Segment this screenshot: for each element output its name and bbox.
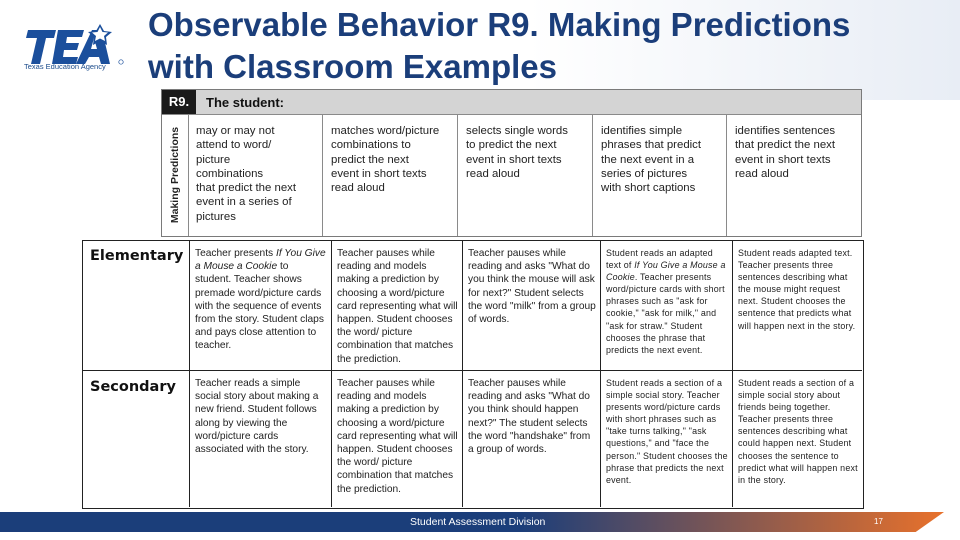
image-header-bar bbox=[162, 90, 861, 115]
behavior-text-line: may or may not bbox=[196, 125, 275, 137]
page-title bbox=[148, 4, 938, 88]
behavior-text-line: event in short texts bbox=[331, 167, 427, 180]
table-cell: Teacher pauses while reading and models making a prediction by choosing a word/picture card representing what will happen. Student chooses the word/ picture combination that matches the prediction. bbox=[331, 241, 462, 371]
behavior-text-line: picture bbox=[196, 153, 231, 166]
footer-label: Student Assessment Division bbox=[410, 516, 546, 528]
side-label-text: Making Predictions bbox=[169, 126, 181, 224]
table-cell bbox=[600, 241, 732, 371]
behavior-text-line: matches word/picture bbox=[331, 125, 440, 137]
behavior-text-line: identifies sentences bbox=[735, 125, 836, 137]
behavior-text-line: series of pictures bbox=[601, 167, 688, 180]
cell-text: to student. Teacher shows premade word/picture cards with the sequence of events from the story. Student claps and pays close attention to teacher. bbox=[195, 261, 324, 352]
behavior-text-line: that predict the next bbox=[735, 139, 836, 152]
table-cell: Teacher pauses while reading and asks "What do you think the mouse will ask for next?" Student selects the word "milk" from a group of words. bbox=[462, 241, 600, 371]
page-number: 17 bbox=[874, 517, 883, 526]
behavior-text-line: event in short texts bbox=[466, 153, 562, 166]
table-cell bbox=[189, 241, 331, 371]
side-label bbox=[162, 114, 189, 236]
behavior-text-line: selects single words bbox=[466, 125, 568, 137]
behavior-text-line: read aloud bbox=[466, 167, 520, 180]
behavior-text-line: read aloud bbox=[331, 182, 385, 195]
behavior-text-line: combinations to bbox=[331, 139, 411, 152]
behavior-level-2 bbox=[323, 114, 458, 236]
cell-text: . Teacher presents word/picture cards with short phrases such as "ask for cookie," "ask for milk," and "ask for straw." Student chooses the phrase that predicts the next event. bbox=[606, 272, 725, 355]
behavior-text-line: pictures bbox=[196, 210, 236, 223]
behavior-text-line: attend to word/ bbox=[196, 139, 272, 152]
behavior-level-4 bbox=[593, 114, 727, 236]
behavior-text-line: the next event in a bbox=[601, 153, 695, 166]
row-label: Secondary bbox=[90, 379, 176, 395]
behavior-text-line: with short captions bbox=[601, 182, 696, 195]
title-line-1: Observable Behavior R9. Making Predictions bbox=[148, 6, 851, 43]
behavior-text-line: event in a series of bbox=[196, 196, 292, 209]
behavior-text-line: event in short texts bbox=[735, 153, 831, 166]
table-cell: Teacher pauses while reading and asks "What do you think should happen next?" The student selects the word "handshake" from a group of words. bbox=[462, 371, 600, 507]
logo-caption: Texas Education Agency bbox=[24, 62, 106, 71]
behavior-code: R9. bbox=[162, 90, 196, 114]
behavior-level-3 bbox=[458, 114, 593, 236]
table-cell: Student reads a section of a simple social story. Teacher presents word/picture cards with short phrases such as "take turns talking," "ask questions," and "face the person." Student chooses the phrase that predicts the next event. bbox=[600, 371, 732, 507]
book-title: If You Give a Mouse a Cookie bbox=[195, 248, 326, 273]
table-row-secondary bbox=[83, 371, 862, 507]
cell-text: Student reads an adapted text of bbox=[606, 248, 713, 271]
examples-table bbox=[82, 240, 864, 509]
cell-text: Teacher presents bbox=[195, 248, 276, 259]
behavior-text-line: phrases that predict bbox=[601, 139, 702, 152]
table-row-elementary bbox=[83, 241, 862, 371]
behavior-text-line: combinations bbox=[196, 167, 264, 180]
behavior-text-line: read aloud bbox=[735, 167, 789, 180]
table-cell: Student reads adapted text. Teacher presents three sentences describing what the mouse might request next. Student chooses the sentence that predicts what will happen next in the story. bbox=[732, 241, 862, 371]
behavior-level-1 bbox=[188, 114, 323, 236]
table-cell: Teacher pauses while reading and models making a prediction by choosing a word/picture card representing what will happen. Student chooses the word/ picture combination that matches the prediction. bbox=[331, 371, 462, 507]
table-cell: Student reads a section of a simple social story about friends being together. Teacher presents three sentences describing what could happen next. Student chooses the sentence to predict what will happen next in the story. bbox=[732, 371, 862, 507]
behavior-level-5 bbox=[727, 114, 861, 236]
behavior-text-line: to predict the next bbox=[466, 139, 557, 152]
behavior-text-line: that predict the next bbox=[196, 182, 297, 195]
image-heading: The student: bbox=[206, 95, 284, 110]
behavior-text-line: identifies simple bbox=[601, 125, 683, 137]
observable-behavior-image bbox=[161, 89, 862, 237]
behavior-text-line: predict the next bbox=[331, 153, 409, 166]
book-title: If You Give a Mouse a Cookie bbox=[606, 260, 726, 283]
row-label: Elementary bbox=[90, 248, 184, 264]
title-line-2: with Classroom Examples bbox=[148, 48, 557, 85]
table-cell: Teacher reads a simple social story about making a new friend. Student follows along by viewing the word/picture cards associated with the story. bbox=[189, 371, 331, 507]
